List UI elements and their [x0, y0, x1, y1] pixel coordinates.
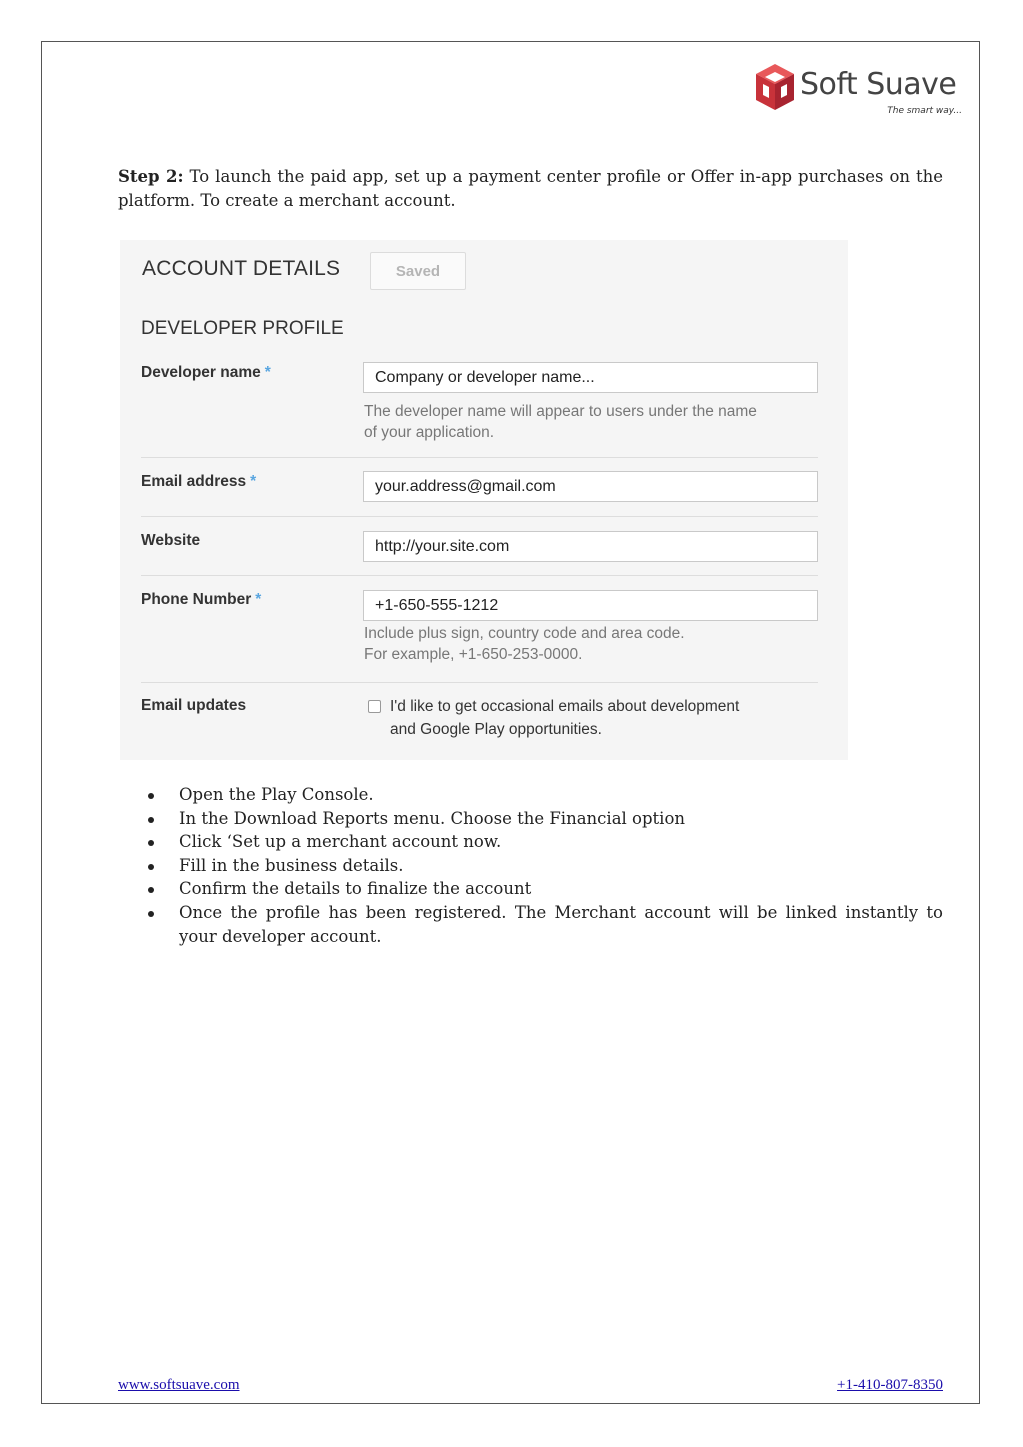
- developer-name-field[interactable]: Company or developer name...: [363, 362, 818, 393]
- list-item: Once the profile has been registered. The Merchant account will be linked instantly to your developer account.: [148, 901, 943, 948]
- account-details-screenshot: [120, 240, 848, 760]
- website-field[interactable]: http://your.site.com: [363, 531, 818, 562]
- email-updates-label: Email updates: [141, 697, 247, 714]
- intro-text: To launch the paid app, set up a payment center profile or Offer in-app purchases on the platform. To create a merchant account.: [118, 167, 944, 210]
- developer-name-hint: The developer name will appear to users under the name of your application.: [364, 403, 757, 441]
- bullet-icon: [148, 864, 154, 870]
- list-item: Click ‘Set up a merchant account now.: [148, 830, 943, 854]
- bullet-icon: [148, 911, 154, 917]
- logo: [754, 62, 964, 120]
- bullet-icon: [148, 793, 154, 799]
- logo-tagline: The smart way...: [887, 106, 962, 116]
- email-updates-checkbox[interactable]: [368, 700, 381, 713]
- footer-phone-link[interactable]: +1-410-807-8350: [837, 1377, 943, 1393]
- separator: [141, 457, 818, 458]
- separator: [141, 682, 818, 683]
- list-item: In the Download Reports menu. Choose the Financial option: [148, 807, 943, 831]
- list-item: Fill in the business details.: [148, 854, 943, 878]
- email-field[interactable]: your.address@gmail.com: [363, 471, 818, 502]
- email-updates-checkbox-label: I'd like to get occasional emails about development and Google Play opportunities.: [390, 698, 740, 738]
- intro-paragraph: [118, 165, 943, 212]
- footer-website-link[interactable]: www.softsuave.com: [118, 1377, 240, 1393]
- phone-number-label: Phone Number *: [141, 591, 262, 608]
- logo-name: Soft Suave: [800, 67, 957, 102]
- separator: [141, 575, 818, 576]
- section-title: DEVELOPER PROFILE: [141, 318, 344, 339]
- bullet-icon: [148, 887, 154, 893]
- bullet-icon: [148, 817, 154, 823]
- steps-list: [148, 783, 943, 948]
- separator: [141, 516, 818, 517]
- email-address-label: Email address *: [141, 473, 257, 490]
- phone-number-field[interactable]: +1-650-555-1212: [363, 590, 818, 621]
- list-item: Confirm the details to finalize the account: [148, 877, 943, 901]
- bullet-icon: [148, 840, 154, 846]
- step-label: Step 2:: [118, 167, 184, 186]
- list-item: Open the Play Console.: [148, 783, 943, 807]
- form-title: ACCOUNT DETAILS: [142, 257, 341, 280]
- developer-name-label: Developer name *: [141, 364, 271, 381]
- website-label: Website: [141, 532, 201, 549]
- phone-number-hint: Include plus sign, country code and area code. For example, +1-650-253-0000.: [364, 625, 685, 663]
- saved-button[interactable]: Saved: [370, 252, 466, 290]
- logo-cube-icon: [754, 62, 796, 114]
